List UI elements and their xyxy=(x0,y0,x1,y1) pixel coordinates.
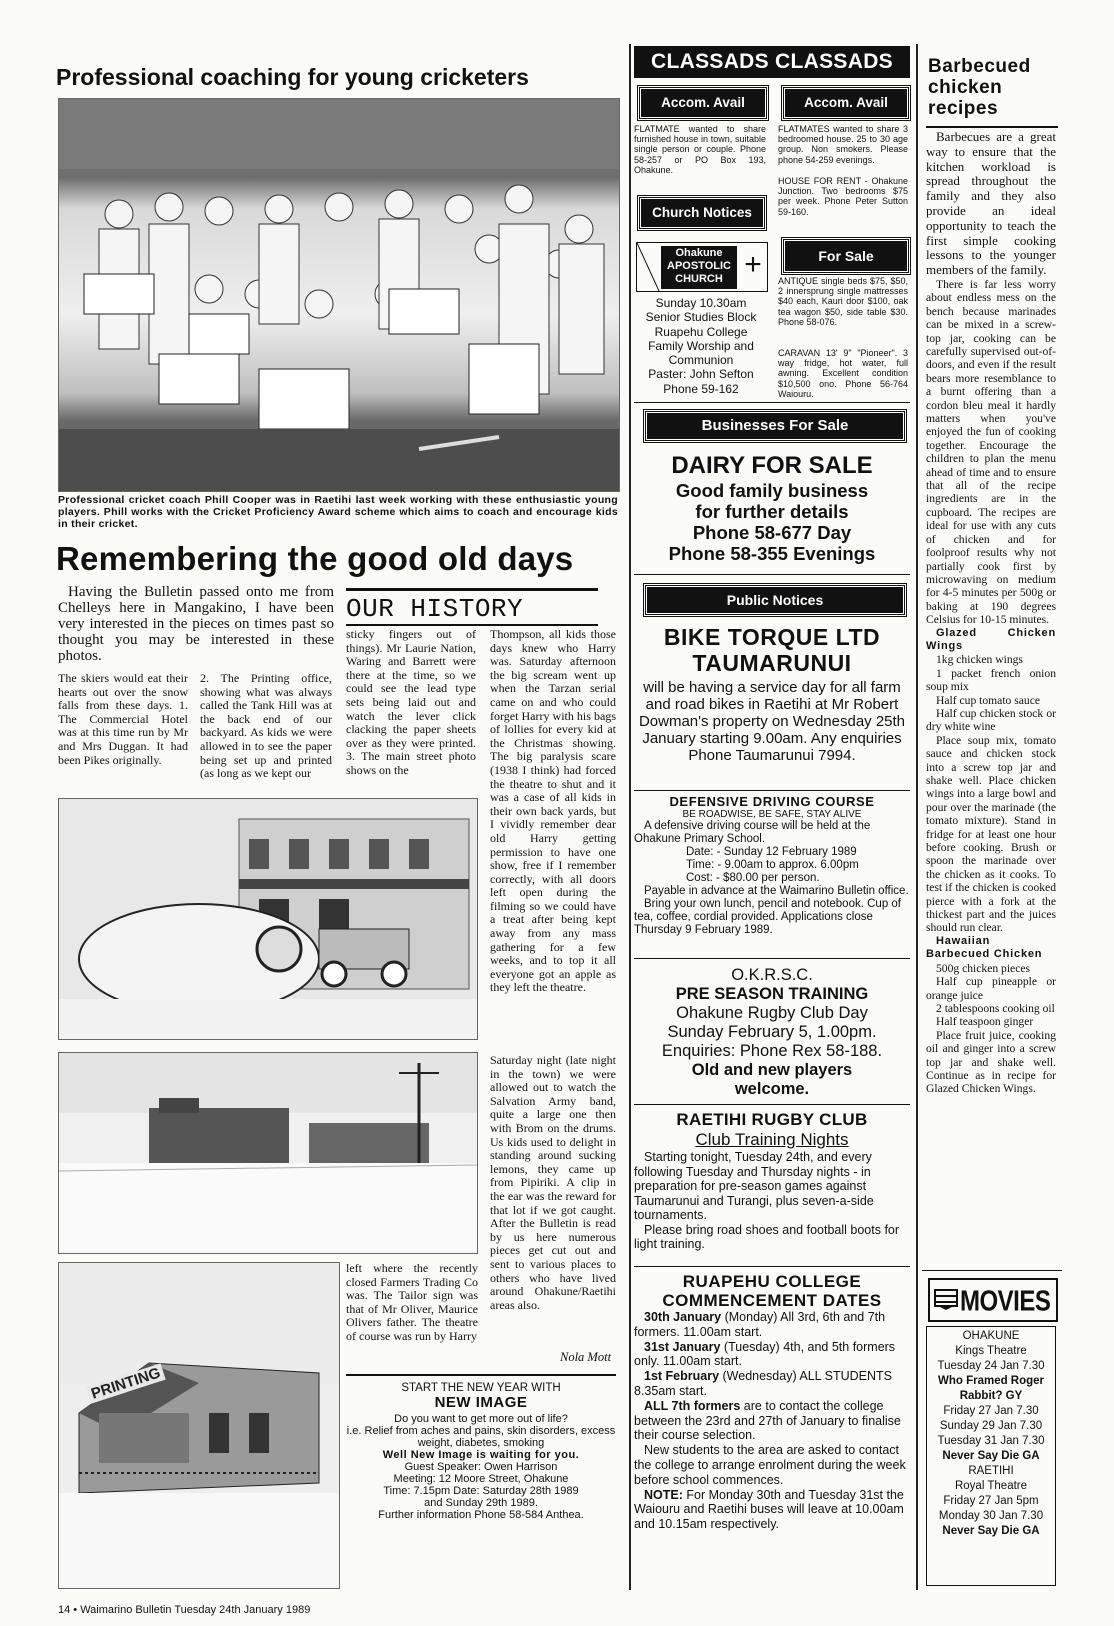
movies-line-3: Tuesday 24 Jan 7.30 xyxy=(937,1360,1045,1372)
rc-line-6-lead: ALL 7th formers xyxy=(644,1398,741,1413)
businesses-for-sale-tab: Businesses For Sale xyxy=(644,410,906,442)
history-col3: sticky fingers out of things). Mr Laurie Nation, Waring and Barrett were there at the time, so we could see the lead type sets being laid out and watch the lever click clacking the paper sheets over as they were printed. 3. The main street photo shows on the xyxy=(346,628,476,777)
history-headline: Remembering the good old days xyxy=(56,540,574,577)
movies-logo-box xyxy=(928,1278,1058,1322)
our-history-label: OUR HISTORY xyxy=(346,594,524,624)
bike-line-2: TAUMARUNUI xyxy=(692,650,852,676)
haw-method: Place fruit juice, cooking oil and ginger into a screw top jar and shake well. Continue as in recipe for Glazed Chicken Wings. xyxy=(926,1028,1056,1096)
raetihi-rugby-ad xyxy=(634,1110,910,1252)
glazed-ing-1: 1kg chicken wings xyxy=(936,653,1023,667)
cricket-caption: Professional cricket coach Phill Cooper was in Raetihi last week working with these enthusiastic young players. Phill works with the Cricket Proficiency Award scheme which aims to coach and encourage kids in their cricket. xyxy=(58,494,618,530)
classads-rule-3 xyxy=(634,790,910,791)
bbq-para-2: There is far less worry about endless mess on the bench because marinades can be mixed in a screw-top jar, cooking can be carefully supervised out-of-doors, and even if the result bears more resemblance to a burnt offering than a cordon bleu meal it hardly matters when you've enjoyed the fun of cooking together. Encourage the children to plan the menu ahead of time and to ensure that all of the recipe ingredients are in the cupboard. The recipes are ideal for use with any cuts of chicken and for foolproof results why not partially cook first by microwaving on medium for 4-5 minutes per 500g or baking at 190 degrees Celsius for 10-15 minutes. xyxy=(926,277,1056,627)
house-for-rent-text: HOUSE FOR RENT - Ohakune Junction. Two bedrooms $75 per week. Phone Peter Sutton 59-160. xyxy=(778,176,908,217)
history-byline: Nola Mott xyxy=(560,1350,612,1364)
bbq-body xyxy=(926,130,1056,1264)
dairy-line-4: Phone 58-677 Day xyxy=(692,522,852,543)
dairy-line-2: Good family business xyxy=(675,480,869,501)
haw-ing-3: 2 tablespoons cooking oil xyxy=(936,1001,1055,1015)
okrsc-line-1: O.K.R.S.C. xyxy=(731,966,813,984)
movies-line-13: Never Say Die GA xyxy=(942,1525,1040,1537)
page-footer: 14 • Waimarino Bulletin Tuesday 24th January 1989 xyxy=(58,1604,311,1616)
rc-line-5-text: (Wednesday) ALL STUDENTS 8.35am start. xyxy=(634,1369,893,1398)
bbq-para-1: Barbecues are a great way to ensure that the kitchen workload is spread throughout the family and they also provide an ideal opportunity to teach the first simple cooking lessons to the younger members of the family. xyxy=(926,130,1056,278)
rc-line-5 xyxy=(634,1369,910,1399)
church-line-3: Ruapehu College xyxy=(654,324,748,339)
church-details xyxy=(634,296,768,396)
okrsc-line-4: Sunday February 5, 1.00pm. xyxy=(667,1023,877,1041)
movies-line-4: Who Framed Roger Rabbit? GY xyxy=(937,1375,1045,1402)
movies-line-5: Friday 27 Jan 7.30 xyxy=(943,1405,1039,1417)
new-image-line7: Meeting: 12 Moore Street, Ohakune xyxy=(393,1473,569,1485)
commercial-hotel-image xyxy=(59,799,477,1039)
rc-line-4-date: 31st January xyxy=(644,1339,721,1354)
new-image-line5: Well New Image is waiting for you. xyxy=(382,1449,580,1461)
movies-line-8: Never Say Die GA xyxy=(942,1450,1040,1462)
hawaiian-title: Hawaiian Barbecued Chicken xyxy=(926,934,1043,961)
okrsc-line-6: Old and new players welcome. xyxy=(691,1061,853,1098)
rrc-line-4: Please bring road shoes and football boots for light training. xyxy=(634,1222,900,1251)
dairy-line-3: for further details xyxy=(695,501,849,522)
dairy-line-1: DAIRY FOR SALE xyxy=(671,452,873,479)
rc-line-3 xyxy=(634,1310,910,1340)
printing-office-image xyxy=(59,1263,339,1588)
movies-line-6: Sunday 29 Jan 7.30 xyxy=(939,1420,1043,1432)
rrc-line-1: RAETIHI RUGBY CLUB xyxy=(676,1110,868,1129)
defensive-driving-ad xyxy=(634,794,910,937)
printing-sign: PRINTING xyxy=(86,1363,165,1403)
public-notices-tab: Public Notices xyxy=(644,584,906,616)
rc-line-8-text: For Monday 30th and Tuesday 31st the Waiouru and Raetihi buses will leave at 10.00am and 10.15am respectively. xyxy=(634,1487,904,1532)
new-image-line1: START THE NEW YEAR WITH xyxy=(401,1382,561,1394)
okrsc-ad xyxy=(634,966,910,1099)
glazed-title: Glazed Chicken Wings xyxy=(926,626,1056,652)
church-name: Ohakune APOSTOLIC CHURCH xyxy=(661,246,737,289)
bike-line-3: will be having a service day for all farm and road bikes in Raetihi at Mr Robert Dowman's property on Wednesday 25th January starting 9.00am. Any enquiries Phone Taumarunui 7994. xyxy=(638,679,906,764)
bbq-headline: Barbecued chicken recipes xyxy=(928,56,1031,119)
glazed-ing-2: 1 packet french onion soup mix xyxy=(926,666,1056,694)
church-line-2: Senior Studies Block xyxy=(645,310,757,325)
new-image-line4: i.e. Relief from aches and pains, skin disorders, excess weight, diabetes, smoking xyxy=(346,1425,616,1449)
new-image-ad xyxy=(346,1374,616,1586)
rc-line-4 xyxy=(634,1340,910,1370)
rrc-line-2: Club Training Nights xyxy=(695,1130,849,1149)
classads-rule-2 xyxy=(634,574,910,575)
dairy-ad xyxy=(634,452,910,564)
church-notices-tab: Church Notices xyxy=(638,196,766,230)
glazed-ing-4: Half cup chicken stock or dry white wine xyxy=(926,706,1056,734)
for-sale-text-2: CARAVAN 13' 9" "Pioneer". 3 way fridge, hot water, full awning. Excellent condition $10,500 ono. Phone 56-764 Waiouru. xyxy=(778,348,908,399)
main-street-image xyxy=(59,1053,477,1253)
history-col1: The skiers would eat their hearts out over the snow falls from these days. 1. The Commercial Hotel was at this time run by Mr and Mrs Duggan. It had been Pikes originally. xyxy=(58,672,188,767)
cricket-headline: Professional coaching for young cricketers xyxy=(56,64,529,90)
our-history-rule-top xyxy=(346,588,598,591)
classads-rule-6 xyxy=(634,1266,910,1267)
rc-line-8 xyxy=(634,1488,910,1532)
rc-line-6-text: are to contact the college between the 23rd and 27th of January to finalise their course selection. xyxy=(634,1398,901,1443)
history-intro: Having the Bulletin passed onto me from Chelleys here in Mangakino, I have been very interested in the pieces on times past so thought you may be interested in these photos. xyxy=(58,584,334,664)
movies-line-12: Monday 30 Jan 7.30 xyxy=(938,1510,1044,1522)
dd-line-2: Date: - Sunday 12 February 1989 xyxy=(686,846,857,858)
history-photo-hotel xyxy=(58,798,478,1040)
okrsc-line-3: Ohakune Rugby Club Day xyxy=(676,1004,868,1022)
new-image-line10: Further information Phone 58-584 Anthea. xyxy=(378,1509,584,1521)
okrsc-line-5: Enquiries: Phone Rex 58-188. xyxy=(661,1042,883,1060)
movies-logo: MOVIES xyxy=(960,1285,1051,1318)
church-line-5: Communion xyxy=(668,353,734,368)
dd-subtitle: BE ROADWISE, BE SAFE, STAY ALIVE xyxy=(682,809,862,820)
history-photo-street xyxy=(58,1052,478,1254)
rc-line-6 xyxy=(634,1399,910,1443)
movies-line-9: RAETIHI xyxy=(968,1465,1014,1477)
new-image-line2: NEW IMAGE xyxy=(434,1394,528,1411)
history-col4-top: Thompson, all kids those days knew who Harry was. Saturday afternoon the big scream went up when the Tarzan serial came on and who could forget Harry with his bags of lollies for every kid at the Christmas showing. The big paralysis scare (1938 I think) had forced the theatre to shut and it was a case of all kids in their own back yards, but I vividly remember dear old Harry getting permission to have one show, free if I remember correctly, with all doors left open during the filming so we could have a treat after being kept away from any mass gathering for a few weeks, and to top it all everyone got an apple as they left the theatre. xyxy=(490,628,616,995)
accom-avail-tab-1: Accom. Avail xyxy=(638,86,768,120)
accom-avail-text-1: FLATMATE wanted to share furnished house in town, suitable single person or couple. Phone 58-257 or PO Box 193, Ohakune. xyxy=(634,124,766,175)
rc-line-4-text: (Tuesday) 4th, and 5th formers only. 11.00am start. xyxy=(634,1339,896,1369)
haw-ing-4: Half teaspoon ginger xyxy=(936,1015,1034,1029)
cricket-photo xyxy=(58,98,620,492)
movies-line-10: Royal Theatre xyxy=(954,1480,1028,1492)
movies-line-7: Tuesday 31 Jan 7.30 xyxy=(937,1435,1045,1447)
cricket-team-image xyxy=(59,99,619,491)
bike-torque-ad xyxy=(634,624,910,764)
new-image-line9: and Sunday 29th 1989. xyxy=(424,1497,538,1509)
church-line-4: Family Worship and xyxy=(648,338,754,353)
movies-listing xyxy=(926,1326,1056,1586)
okrsc-line-2: PRE SEASON TRAINING xyxy=(675,985,869,1003)
history-col4-bottom: Saturday night (late night in the town) we were allowed out to watch the Salvation Army band, quite a large one then with Brom on the drums. Us kids used to delight in standing around sucking lemons, they came up from Pipiriki. A clip in the ear was the reward for that lot if we got caught. After the Bulletin is read by us here numerous pieces get cut out and sent to various places to others who have lived around Ohakune/Raetihi areas also. xyxy=(490,1054,616,1312)
accom-avail-text-2: FLATMATES wanted to share 3 bedroomed house. 25 to 30 age group. Non smokers. Please phone 54-259 evenings. xyxy=(778,124,908,165)
new-image-line6: Guest Speaker: Owen Harrison xyxy=(404,1461,558,1473)
classads-rule-4 xyxy=(634,958,910,959)
classads-right-rule xyxy=(916,44,918,1590)
rc-line-3-date: 30th January xyxy=(644,1310,722,1324)
church-diagonal-icon xyxy=(637,243,661,291)
church-line-1: Sunday 10.30am xyxy=(655,296,747,310)
dd-title: DEFENSIVE DRIVING COURSE xyxy=(669,794,875,809)
rc-line-1: RUAPEHU COLLEGE xyxy=(682,1272,862,1291)
church-line-6: Paster: John Sefton xyxy=(648,367,754,382)
haw-ing-2: Half cup pineapple or orange juice xyxy=(926,975,1056,1002)
rrc-line-3: Starting tonight, Tuesday 24th, and every following Tuesday and Thursday nights - in preparation for pre-season games against Taumarunui and Turangi, plus seven-a-side tournaments. xyxy=(634,1150,874,1222)
glazed-ing-3: Half cup tomato sauce xyxy=(936,693,1040,707)
classads-rule-5 xyxy=(634,1104,910,1105)
dd-line-5: Payable in advance at the Waimarino Bulletin office. xyxy=(644,885,909,897)
classads-banner: CLASSADS CLASSADS xyxy=(634,46,910,78)
rc-line-8-lead: NOTE: xyxy=(644,1487,683,1502)
for-sale-text-1: ANTIQUE single beds $75, $50, 2 innersprung single mattresses $40 each, Kauri door $100, oak tea wagon $50, side table $30. Phone 58-076. xyxy=(778,276,908,327)
rc-line-3-text: (Monday) All 3rd, 6th and 7th formers. 11.00am start. xyxy=(634,1310,886,1339)
dd-line-4: Cost: - $80.00 per person. xyxy=(686,872,820,884)
history-col2: 2. The Printing office, showing what was always called the Tank Hill was at the back end of our backyard. As kids we were allowed in to see the paper being set up and printed (as long as we kept our xyxy=(200,672,332,781)
dairy-line-5: Phone 58-355 Evenings xyxy=(668,543,876,564)
dd-line-3: Time: - 9.00am to approx. 6.00pm xyxy=(686,859,859,871)
bike-line-1: BIKE TORQUE LTD xyxy=(663,624,881,650)
movies-line-11: Friday 27 Jan 5pm xyxy=(943,1495,1039,1507)
dd-line-1: A defensive driving course will be held at the Ohakune Primary School. xyxy=(634,820,871,845)
new-image-line8: Time: 7.15pm Date: Saturday 28th 1989 xyxy=(383,1485,579,1497)
movies-line-1: OHAKUNE xyxy=(962,1330,1020,1342)
new-image-line3: Do you want to get more out of life? xyxy=(394,1413,568,1425)
for-sale-tab: For Sale xyxy=(782,238,910,274)
haw-ing-1: 500g chicken pieces xyxy=(936,961,1031,975)
rc-line-7: New students to the area are asked to contact the college to arrange enrolment during the week before school commences. xyxy=(634,1443,906,1487)
history-photo-printing xyxy=(58,1262,340,1589)
church-line-7: Phone 59-162 xyxy=(663,381,739,396)
film-reel-icon xyxy=(934,1288,960,1312)
glazed-method: Place soup mix, tomato sauce and chicken stock into a screw top jar and shake well. Place chicken wings into a large bowl and pour over the marinade (the tomato mixture). Stand in fridge for at least one hour before cooking. Brush or spoon the marinade over the chicken as it cooks. To test if the chicken is cooked pierce with a fork at the thickest part and the juices should run clear. xyxy=(926,733,1056,935)
rc-line-2: COMMENCEMENT DATES xyxy=(662,1291,882,1310)
classads-rule-1 xyxy=(634,402,910,403)
movies-line-2: Kings Theatre xyxy=(955,1345,1027,1357)
apostolic-church-box xyxy=(636,242,768,292)
church-cross-icon: + xyxy=(744,248,762,281)
dd-line-6: Bring your own lunch, pencil and notebook. Cup of tea, coffee, cordial provided. Applications close Thursday 9 February 1989. xyxy=(634,898,901,936)
movies-rule xyxy=(922,1270,1062,1271)
classads-left-rule xyxy=(629,44,631,1590)
rc-line-5-date: 1st February xyxy=(644,1369,720,1384)
ruapehu-college-ad xyxy=(634,1272,910,1532)
bbq-headline-rule xyxy=(926,126,1058,128)
history-col3-bottom: left where the recently closed Farmers Trading Co was. The Tailor sign was that of Mr Oliver, Maurice Olivers father. The theatre of course was run by Harry xyxy=(346,1262,478,1343)
accom-avail-tab-2: Accom. Avail xyxy=(782,86,910,120)
our-history-rule-bottom xyxy=(346,624,598,626)
